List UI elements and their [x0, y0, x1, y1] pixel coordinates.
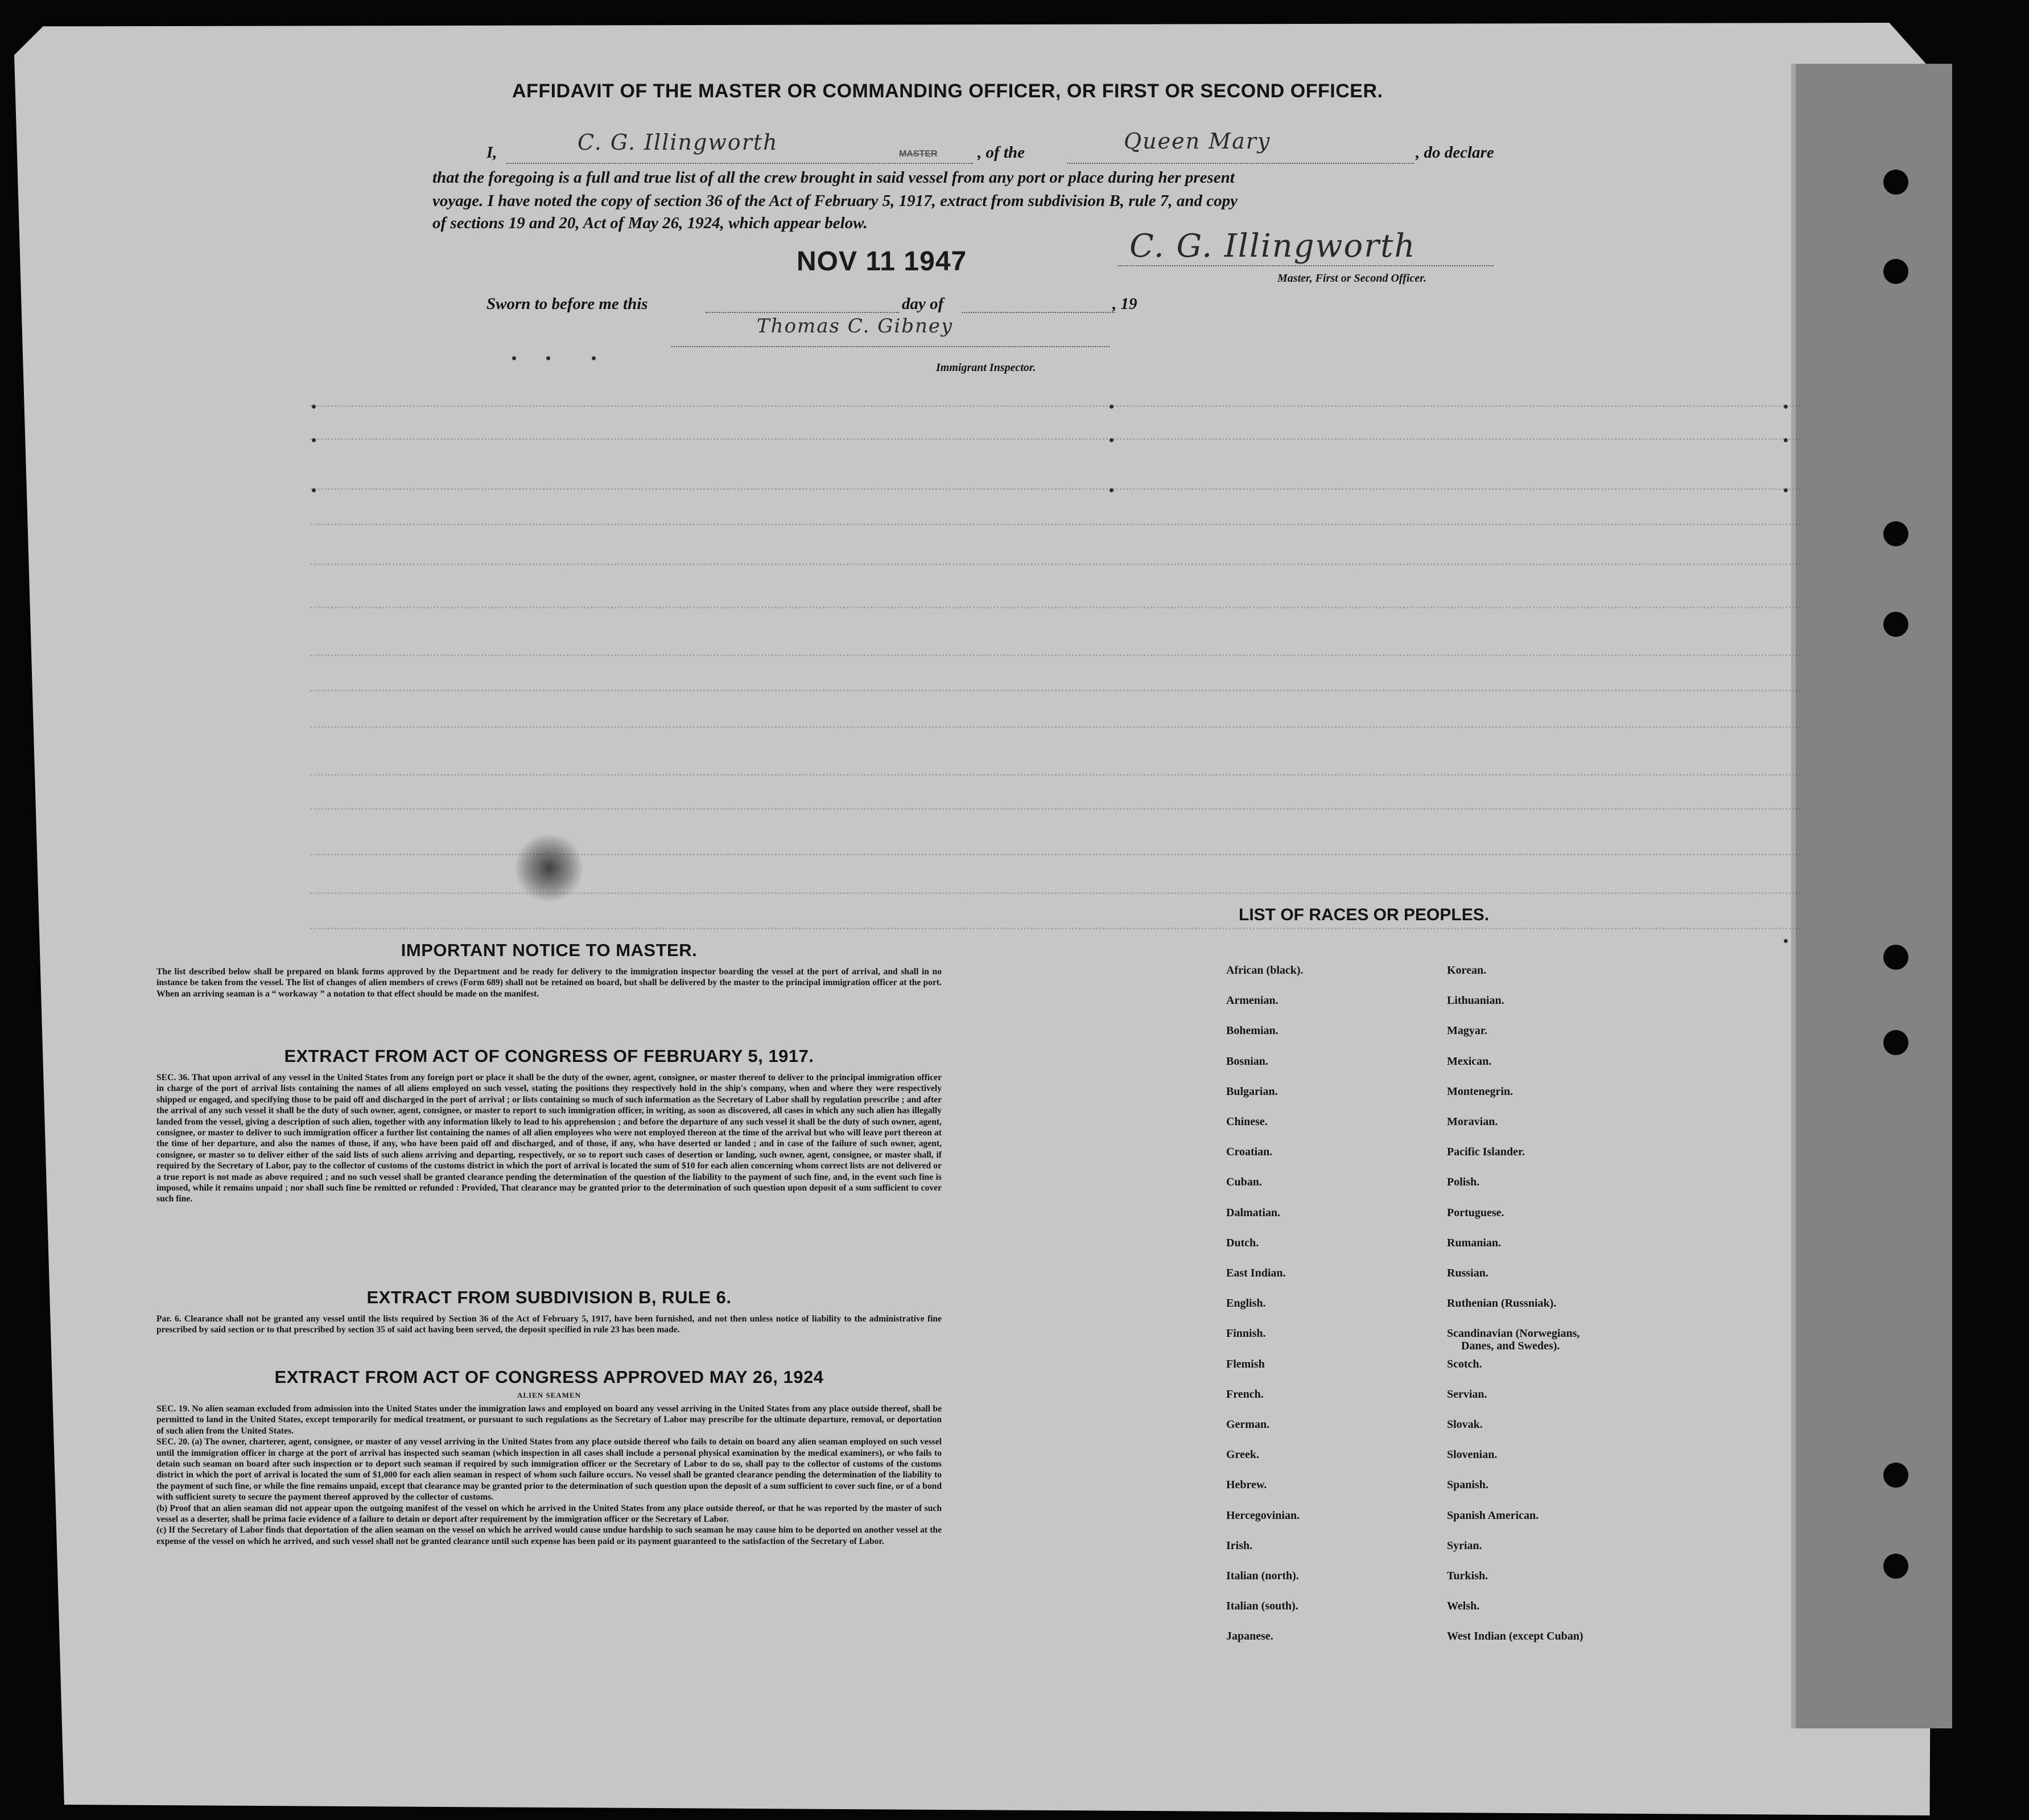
extract-1924-title: EXTRACT FROM ACT OF CONGRESS APPROVED MAY 26, 1924	[274, 1367, 824, 1387]
sworn-prefix: Sworn to before me this	[486, 295, 648, 313]
race-item-right: Mexican.	[1447, 1055, 1492, 1068]
show-through-row	[310, 488, 1801, 491]
margin-dot	[1110, 438, 1114, 442]
date-stamp: NOV 11 1947	[797, 246, 967, 277]
punch-hole	[1883, 945, 1908, 970]
margin-dot	[312, 438, 316, 442]
ink-blot	[515, 834, 583, 902]
race-item-right: Lithuanian.	[1447, 994, 1504, 1007]
margin-dot	[1784, 405, 1788, 409]
important-notice-title: IMPORTANT NOTICE TO MASTER.	[401, 940, 698, 960]
punch-hole	[1883, 170, 1908, 195]
binding-tab-edge	[1791, 64, 1796, 1728]
race-item-right: Korean.	[1447, 964, 1487, 977]
race-item-left: Irish.	[1226, 1539, 1253, 1552]
race-item-left: Greek.	[1226, 1448, 1259, 1461]
binding-tab	[1791, 64, 1952, 1728]
race-item-left: Croatian.	[1226, 1146, 1273, 1159]
race-item-left: Dutch.	[1226, 1236, 1259, 1249]
race-item-right: Portuguese.	[1447, 1206, 1504, 1219]
vessel-fill-line	[1067, 163, 1414, 164]
race-item-left: English.	[1226, 1297, 1266, 1310]
race-item-right: Rumanian.	[1447, 1236, 1502, 1249]
handwritten-vessel-name: Queen Mary	[1124, 129, 1271, 154]
race-item-left: East Indian.	[1226, 1267, 1286, 1279]
show-through-row	[310, 690, 1801, 693]
name-fill-line	[506, 163, 973, 164]
extract-1924-sec20c: (c) If the Secretary of Labor finds that deportation of the alien seaman on the vessel on which he arrived would cause undue hardship to such seaman he may cause him to be deported on another vessel at the expense of the vessel on which he arrived, and such vessel shall not be granted clearance until such expense has been paid or its payment guaranteed to the satisfaction of the Secretary of Labor.	[156, 1525, 942, 1546]
inspector-caption: Immigrant Inspector.	[936, 361, 1036, 374]
race-item-left: Japanese.	[1226, 1630, 1273, 1643]
race-item-right: Pacific Islander.	[1447, 1146, 1525, 1159]
race-item-left: Dalmatian.	[1226, 1206, 1280, 1219]
declaration-line-1: that the foregoing is a full and true list of all the crew brought in said vessel from any port or place during her present	[432, 168, 1235, 187]
race-item-left: African (black).	[1226, 964, 1304, 977]
inspector-line	[671, 346, 1110, 347]
of-the-text: , of the	[978, 143, 1025, 162]
show-through-row	[310, 524, 1801, 526]
race-item-right: Russian.	[1447, 1267, 1488, 1279]
race-item-left: Flemish	[1226, 1357, 1265, 1370]
signature-caption: Master, First or Second Officer.	[1277, 272, 1426, 285]
extract-rule6-title: EXTRACT FROM SUBDIVISION B, RULE 6.	[366, 1287, 732, 1307]
important-notice-section	[156, 940, 942, 999]
margin-dot	[1784, 438, 1788, 442]
race-item-right: Scotch.	[1447, 1357, 1482, 1370]
punch-hole	[1883, 1463, 1908, 1488]
margin-dot	[546, 356, 550, 360]
punch-hole	[1883, 1554, 1908, 1579]
extract-1917-text: SEC. 36. That upon arrival of any vessel in the United States from any foreign port or place it shall be the duty of the owner, agent, consignee, or master thereof to deliver to the principal immigration officer in charge of the port of arrival lists containing the names of all aliens employed on such vessel, stating the positions they respectively hold in the ship's company, when and where they were respectively shipped or engaged, and specifying those to be paid off and discharged in the port of arrival ; or lists containing so much of such information as the Secretary of Labor shall by regulation prescribe ; and after the arrival of any such vessel it shall be the duty of such owner, agent, consignee, or master to report to such immigration officer, in writing, as soon as discovered, all cases in which any such alien has illegally landed from the vessel, giving a description of such alien, together with any information likely to lead to his apprehension ; and before the departure of any such vessel it shall be the duty of such owner, agent, consignee, or master to deliver to such immigration officer a further list containing the names of all alien employees who were not employed thereon at the time of the arrival but who will leave port thereon at the time of her departure, and also the names of those, if any, who have been paid off and discharged, and of those, if any, who have deserted or landed ; and in case of the failure of such owner, agent, consignee, or master so to deliver either of the said lists of such aliens arriving and departing, respectively, or so to report such cases of desertion or landing, such owner, agent, consignee, or master shall, if required by the Secretary of Labor, pay to the collector of customs of the customs district in which the port of arrival is located the sum of $10 for each alien concerning whom correct lists are not delivered or a true report is not made as above required ; and no such vessel shall be granted clearance pending the determination of the question of the liability to the payment of such fine, and, in the event such fine is imposed, while it remains unpaid ; nor shall such fine be remitted or refunded : Provided, That clearance may be granted prior to the determination of such question upon deposit of a sum sufficient to cover such fine.	[156, 1073, 942, 1204]
race-item-right: Turkish.	[1447, 1570, 1488, 1582]
race-item-right: Spanish.	[1447, 1479, 1488, 1492]
do-declare-text: , do declare	[1416, 143, 1494, 162]
extract-1924-sec20a: SEC. 20. (a) The owner, charterer, agent, consignee, or master of any vessel arriving in the United States from any place outside thereof who fails to detain on board any alien seaman employed on such vessel until the immigration officer in charge at the port of arrival has inspected such seaman (which inspection in all cases shall include a personal physical examination by the medical examiners), or who fails to detain such seaman on board after such inspection or to deport such seaman if required by such immigration officer or the Secretary of Labor to do so, shall pay to the collector of customs of the customs district in which the port of arrival is located the sum of $1,000 for each alien seaman in respect of whom such failure occurs. No vessel shall be granted clearance pending the determination of the liability to the payment of such fine, or while the fine remains unpaid, except that clearance may be granted prior to the determination of such question upon the deposit of a sum sufficient to cover such fine, or of a bond with sufficient surety to secure the payment thereof approved by the collector of customs.	[156, 1437, 942, 1502]
declaration-prefix: I,	[486, 143, 497, 162]
margin-dot	[512, 356, 516, 360]
declaration-line-3: of sections 19 and 20, Act of May 26, 1924, which appear below.	[432, 214, 868, 232]
show-through-row	[310, 726, 1801, 729]
declaration-line-2: voyage. I have noted the copy of section 36 of the Act of February 5, 1917, extract from subdivision B, rule 7, and copy	[432, 192, 1238, 210]
race-item-right: Servian.	[1447, 1387, 1487, 1401]
show-through-row	[310, 654, 1801, 657]
extract-1924-sec20b: (b) Proof that an alien seaman did not appear upon the outgoing manifest of the vessel on which he arrived in the United States from any place outside thereof, or that he was reported by the master of such vessel as a deserter, shall be prima facie evidence of a failure to detain or deport after requirement by the immigration officer or the Secretary of Labor.	[156, 1503, 942, 1525]
show-through-row	[310, 774, 1801, 777]
race-item-left: Bosnian.	[1226, 1055, 1268, 1068]
race-item-left: Bohemian.	[1226, 1024, 1279, 1037]
race-item-left: Cuban.	[1226, 1176, 1262, 1189]
important-notice-text: The list described below shall be prepared on blank forms approved by the Department and be ready for delivery to the immigration inspector boarding the vessel at the port of arrival, and shall in no instance be taken from the vessel. The list of changes of alien members of crews (Form 689) shall not be retained on board, but shall be delivered by the master to the principal immigration officer at the port. When an arriving seaman is a “ workaway ” a notation to that effect should be made on the manifest.	[156, 967, 942, 999]
race-item-right: Scandinavian (Norwegians,	[1447, 1327, 1580, 1340]
race-item-right: Syrian.	[1447, 1539, 1482, 1552]
inspector-signature: Thomas C. Gibney	[757, 315, 954, 337]
master-stamp: MASTER	[899, 149, 938, 159]
show-through-row	[310, 808, 1801, 811]
day-of-text: day of	[902, 295, 944, 313]
margin-dot	[312, 405, 316, 409]
master-signature: C. G. Illingworth	[1129, 228, 1416, 265]
race-item-left: Finnish.	[1226, 1327, 1266, 1340]
margin-dot	[1784, 488, 1788, 492]
race-item-left: Armenian.	[1226, 994, 1279, 1007]
race-item-left: Italian (south).	[1226, 1600, 1298, 1613]
margin-dot	[312, 488, 316, 492]
race-item-right: Magyar.	[1447, 1024, 1487, 1037]
show-through-row	[310, 438, 1801, 441]
punch-hole	[1883, 259, 1908, 284]
extract-1924-subtitle: ALIEN SEAMEN	[517, 1391, 582, 1399]
extract-1917-title: EXTRACT FROM ACT OF CONGRESS OF FEBRUARY 5, 1917.	[284, 1046, 814, 1066]
margin-dot	[1110, 488, 1114, 492]
margin-dot	[592, 356, 596, 360]
year-prefix: , 19	[1112, 295, 1137, 313]
handwritten-master-name: C. G. Illingworth	[578, 130, 778, 155]
race-item-left: French.	[1226, 1387, 1264, 1401]
race-item-left: Chinese.	[1226, 1115, 1268, 1128]
extract-1924-section	[156, 1367, 942, 1547]
extract-rule6-text: Par. 6. Clearance shall not be granted any vessel until the lists required by Section 36 of the Act of February 5, 1917, have been furnished, and not then unless notice of liability to the administrative fine prescribed by said section or to that prescribed by section 35 of said act having been served, the deposit specified in rule 23 has been made.	[156, 1314, 942, 1335]
margin-dot	[1784, 939, 1788, 943]
race-item-right: Polish.	[1447, 1176, 1480, 1189]
punch-hole	[1883, 612, 1908, 637]
punch-hole	[1883, 1030, 1908, 1055]
extract-1924-sec19: SEC. 19. No alien seaman excluded from admission into the United States under the immigration laws and employed on board any vessel arriving in the United States from any place outside thereof, shall be permitted to land in the United States, except temporarily for medical treatment, or pursuant to such regulations as the Secretary of Labor may prescribe for the ultimate departure, removal, or deportation of such alien from the United States.	[156, 1404, 942, 1436]
day-fill-line	[706, 312, 899, 313]
race-item-left: German.	[1226, 1418, 1270, 1431]
race-item-left: Bulgarian.	[1226, 1085, 1278, 1098]
margin-dot	[1110, 405, 1114, 409]
race-item-left: Hercegovinian.	[1226, 1509, 1300, 1522]
punch-hole	[1883, 521, 1908, 546]
month-fill-line	[962, 312, 1115, 313]
show-through-row	[310, 405, 1801, 408]
signature-line	[1118, 265, 1494, 266]
extract-rule6-section	[156, 1287, 942, 1336]
show-through-row	[310, 928, 1801, 930]
show-through-row	[310, 607, 1801, 610]
race-item-right: West Indian (except Cuban)	[1447, 1630, 1583, 1643]
extract-1917-section	[156, 1046, 942, 1205]
race-item-right: Slovak.	[1447, 1418, 1483, 1431]
race-item-right: Welsh.	[1447, 1600, 1480, 1613]
races-title: LIST OF RACES OR PEOPLES.	[1239, 905, 1490, 924]
race-item-right: Spanish American.	[1447, 1509, 1539, 1522]
race-item-left: Hebrew.	[1226, 1479, 1267, 1492]
race-item-continuation: Danes, and Swedes).	[1461, 1340, 1560, 1353]
race-item-right: Ruthenian (Russniak).	[1447, 1297, 1557, 1310]
show-through-row	[310, 563, 1801, 566]
race-item-right: Moravian.	[1447, 1115, 1498, 1128]
race-item-left: Italian (north).	[1226, 1570, 1299, 1582]
affidavit-title: AFFIDAVIT OF THE MASTER OR COMMANDING OFFICER, OR FIRST OR SECOND OFFICER.	[512, 80, 1383, 102]
race-item-right: Montenegrin.	[1447, 1085, 1513, 1098]
race-item-right: Slovenian.	[1447, 1448, 1498, 1461]
